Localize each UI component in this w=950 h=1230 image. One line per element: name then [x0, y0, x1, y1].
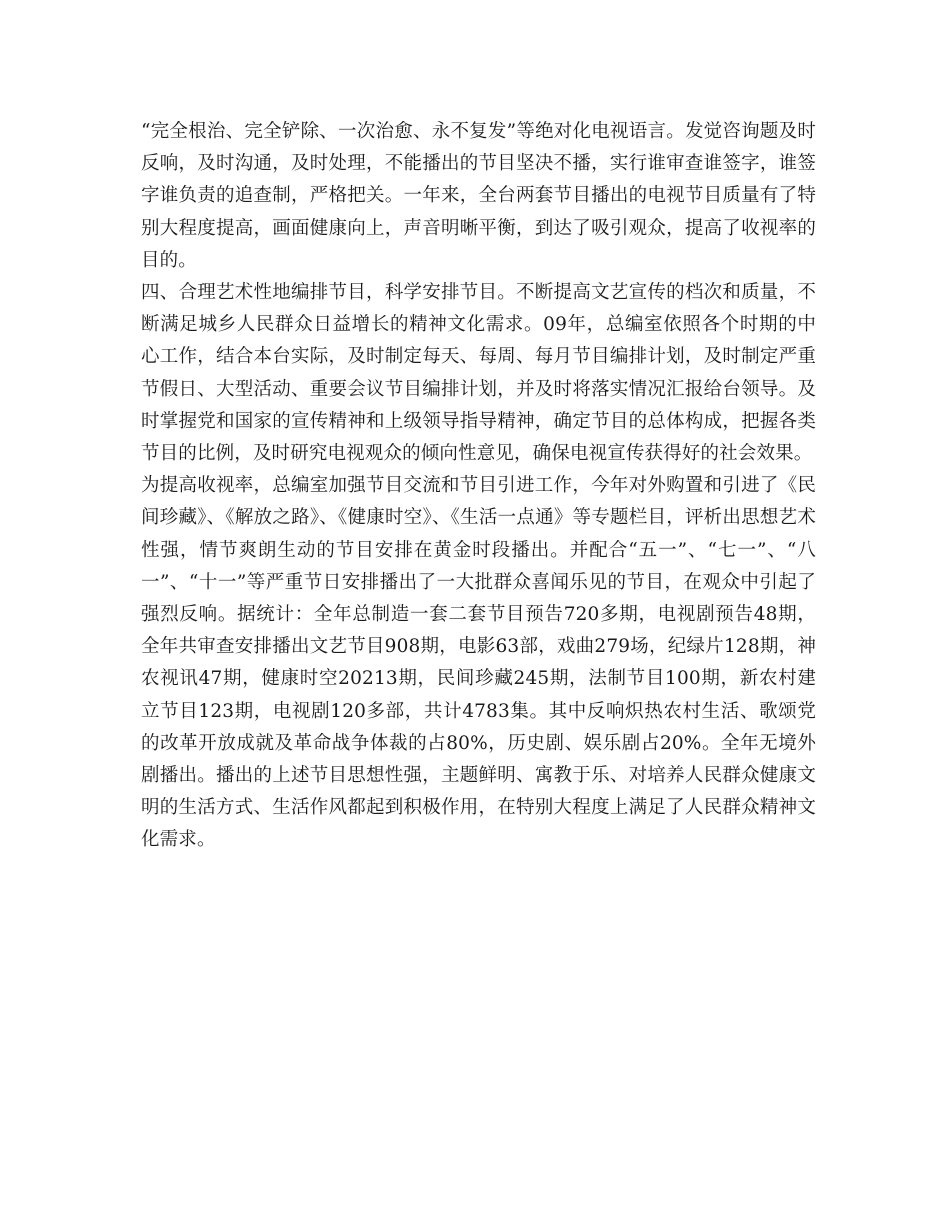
- paragraph-quality-control: “完全根治、完全铲除、一次治愈、永不复发”等绝对化电视语言。发觉咨询题及时反响，及时沟通，及时处理，不能播出的节目坚决不播，实行谁审查谁签字，谁签字谁负责的追查制，严格把关。一年来，全台两套节目播出的电视节目质量有了特别大程度提高，画面健康向上，声音明晰平衡，到达了吸引观众，提高了收视率的目的。: [141, 121, 816, 271]
- document-body: [141, 116, 816, 857]
- paragraph-program-scheduling: 四、合理艺术性地编排节目，科学安排节目。不断提高文艺宣传的档次和质量，不断满足城乡人民群众日益增长的精神文化需求。09年，总编室依照各个时期的中心工作，结合本台实际，及时制定每天、每周、每月节目编排计划，及时制定严重节假日、大型活动、重要会议节目编排计划，并及时将落实情况汇报给台领导。及时掌握党和国家的宣传精神和上级领导指导精神，确定节目的总体构成，把握各类节目的比例，及时研究电视观众的倾向性意见，确保电视宣传获得好的社会效果。: [141, 282, 816, 465]
- paragraph-program-statistics: 为提高收视率，总编室加强节目交流和节目引进工作，今年对外购置和引进了《民间珍藏》、《解放之路》、《健康时空》、《生活一点通》等专题栏目，评析出思想艺术性强，情节爽朗生动的节目安排在黄金时段播出。并配合“五一”、“七一”、“八一”、“十一”等严重节日安排播出了一大批群众喜闻乐见的节目，在观众中引起了强烈反响。据统计：全年总制造一套二套节目预告720多期，电视剧预告48期，全年共审查安排播出文艺节目908期，电影63部，戏曲279场，纪绿片128期，神农视讯47期，健康时空20213期，民间珍藏245期，法制节目100期，新农村建立节目123期，电视剧120多部，共计4783集。其中反响炽热农村生活、歌颂党的改革开放成就及革命战争体裁的占80%，历史剧、娱乐剧占20%。全年无境外剧播出。播出的上述节目思想性强，主题鲜明、寓教于乐、对培养人民群众健康文明的生活方式、生活作风都起到积极作用，在特别大程度上满足了人民群众精神文化需求。: [141, 475, 816, 851]
